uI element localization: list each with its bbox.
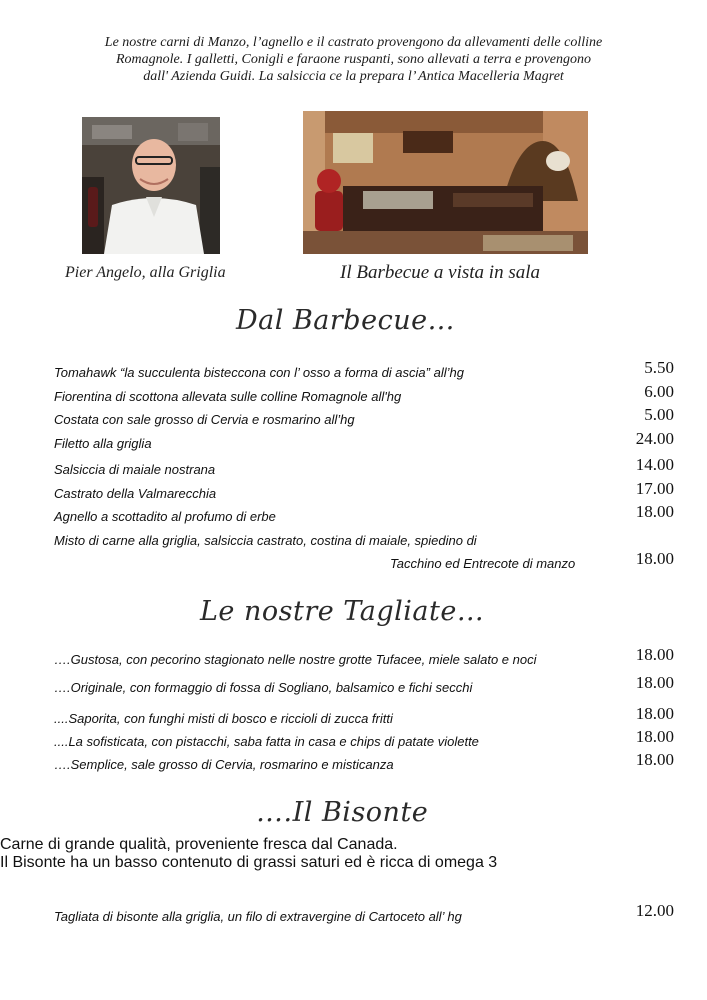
menu-item-name: Agnello a scottadito al profumo di erbe <box>54 509 276 524</box>
menu-item-name: ....La sofisticata, con pistacchi, saba fatta in casa e chips di patate violette <box>54 734 479 749</box>
menu-item-name: Costata con sale grosso di Cervia e rosmarino all’hg <box>54 412 355 427</box>
menu-item-price: 18.00 <box>635 704 674 723</box>
intro-line: Romagnole. I galletti, Conigli e faraone ruspanti, sono allevati a terra e provengono <box>115 52 592 67</box>
menu-item-price: 18.00 <box>635 645 674 664</box>
chef-photo <box>82 117 220 254</box>
menu-item-name: ….Gustosa, con pecorino stagionato nelle nostre grotte Tufacee, miele salato e noci <box>54 652 537 667</box>
menu-item-price: 12.00 <box>635 901 674 920</box>
menu-item-name: Tagliata di bisonte alla griglia, un filo di extravergine di Cartoceto all’ hg <box>54 909 462 924</box>
chef-caption: Pier Angelo, alla Griglia <box>65 264 226 281</box>
menu-item-price: 6.00 <box>644 382 674 401</box>
menu-item-price: 18.00 <box>635 750 674 769</box>
bisonte-description-line: Carne di grande qualità, proveniente fresca dal Canada. <box>0 836 398 853</box>
intro-paragraph <box>40 34 667 85</box>
menu-item-price: 5.50 <box>644 358 674 377</box>
menu-item-name: Salsiccia di maiale nostrana <box>54 462 216 477</box>
menu-item-price: 18.00 <box>635 502 674 521</box>
barbecue-section-title: Dal Barbecue… <box>236 305 456 336</box>
menu-item-name-continued: Tacchino ed Entrecote di manzo <box>390 556 576 571</box>
menu-item-name: ….Semplice, sale grosso di Cervia, rosmarino e misticanza <box>54 757 394 772</box>
menu-item-price: 18.00 <box>635 727 674 746</box>
menu-item-name: ….Originale, con formaggio di fossa di Sogliano, balsamico e fichi secchi <box>54 680 473 695</box>
bisonte-section-title: ….Il Bisonte <box>256 797 429 828</box>
menu-item-price: 14.00 <box>635 455 674 474</box>
room-caption: Il Barbecue a vista in sala <box>340 262 540 283</box>
menu-item-name: ....Saporita, con funghi misti di bosco e riccioli di zucca fritti <box>54 711 393 726</box>
menu-item-name: Castrato della Valmarecchia <box>54 486 217 501</box>
tagliate-section-title: Le nostre Tagliate… <box>200 596 485 627</box>
intro-line: Le nostre carni di Manzo, l’agnello e il castrato provengono da allevamenti delle colline <box>104 35 603 50</box>
menu-item-name: Misto di carne alla griglia, salsiccia castrato, costina di maiale, spiedino di <box>54 533 477 548</box>
bisonte-description-line: Il Bisonte ha un basso contenuto di grassi saturi ed è ricca di omega 3 <box>0 854 498 871</box>
menu-item-price: 18.00 <box>635 673 674 692</box>
menu-item-price: 17.00 <box>635 479 674 498</box>
menu-item-name: Filetto alla griglia <box>54 436 152 451</box>
menu-item-price: 18.00 <box>635 549 674 568</box>
barbecue-room-photo <box>303 111 588 254</box>
menu-item-price: 5.00 <box>644 405 674 424</box>
menu-item-name: Fiorentina di scottona allevata sulle colline Romagnole all'hg <box>54 389 402 404</box>
intro-line: dall' Azienda Guidi. La salsiccia ce la prepara l’ Antica Macelleria Magret <box>143 69 564 84</box>
menu-item-name: Tomahawk “la succulenta bisteccona con l’ osso a forma di ascia” all’hg <box>54 365 464 380</box>
bisonte-description <box>0 836 497 872</box>
menu-item-price: 24.00 <box>635 429 674 448</box>
